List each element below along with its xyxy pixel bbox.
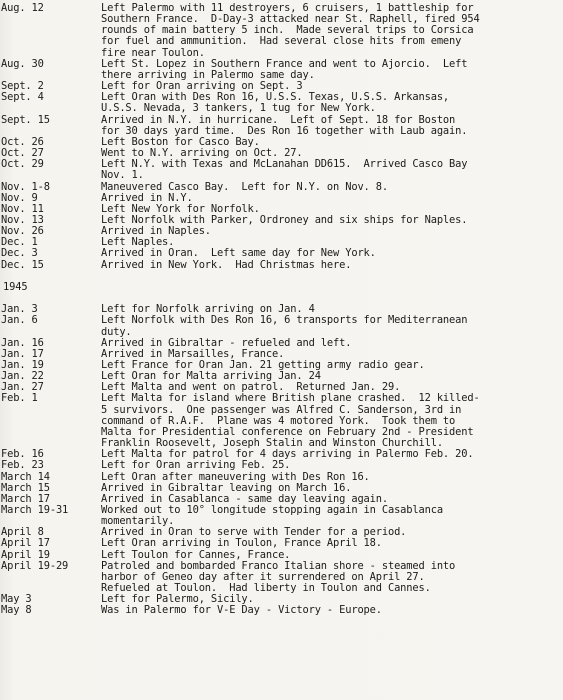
entry-line: Left Oran after maneuvering with Des Ron 16.	[101, 470, 370, 483]
entry-line: Left for Palermo, Sicily.	[101, 593, 254, 606]
entry-date: April 17	[1, 537, 50, 550]
entry-date: April 19	[1, 548, 50, 561]
entry-line: Left for Norfolk arriving on Jan. 4	[101, 303, 315, 316]
entry-date: Sept. 15	[1, 113, 50, 126]
entry-text	[101, 248, 563, 259]
entry-line: Left for Oran arriving on Sept. 3	[101, 80, 303, 93]
entry-date: Dec. 1	[1, 236, 38, 249]
entry-line: Left Oran with Des Ron 16, U.S.S. Texas, U.S.S. Arkansas,	[101, 91, 450, 104]
entry-line: Left St. Lopez in Southern France and went to Ajorcio. Left	[101, 57, 468, 70]
blank-line	[0, 271, 563, 282]
entry-line: Arrived in Casablanca - same day leaving again.	[101, 492, 388, 505]
log-entry	[0, 3, 563, 59]
entry-date: Oct. 29	[1, 158, 44, 171]
entry-date: Jan. 3	[1, 303, 38, 316]
entry-line: Left Norfolk with Parker, Ordroney and six ships for Naples.	[101, 213, 468, 226]
entry-date: Jan. 27	[1, 381, 44, 394]
entry-text	[101, 59, 563, 81]
entry-text	[101, 538, 563, 549]
entry-line: Left N.Y. with Texas and McLanahan DD615. Arrived Casco Bay	[101, 158, 468, 171]
entry-line: Patroled and bombarded Franco Italian shore - steamed into	[101, 559, 456, 572]
entry-date: Jan. 16	[1, 336, 44, 349]
entry-line: Refueled at Toulon. Had liberty in Toulon and Cannes.	[101, 582, 431, 595]
log-entry	[0, 92, 563, 114]
log-entry	[0, 561, 563, 594]
log-entry	[0, 460, 563, 471]
entry-line: fire near Toulon.	[101, 46, 205, 59]
entry-date: Feb. 23	[1, 459, 44, 472]
entry-line: momentarily.	[101, 515, 175, 528]
entry-date: Sept. 2	[1, 80, 44, 93]
entry-text	[101, 561, 563, 594]
log-entry	[0, 182, 563, 193]
entry-line: Left Toulon for Cannes, France.	[101, 548, 291, 561]
entry-text	[101, 115, 563, 137]
year-heading: 1945	[3, 280, 28, 293]
entry-date: Oct. 27	[1, 147, 44, 160]
entry-date: April 8	[1, 526, 44, 539]
log-entry	[0, 226, 563, 237]
entry-date: May 3	[1, 593, 32, 606]
entry-date: Feb. 16	[1, 448, 44, 461]
entry-date: Nov. 11	[1, 202, 44, 215]
log-entry	[0, 260, 563, 271]
log-entry	[0, 115, 563, 137]
entry-date: Nov. 13	[1, 213, 44, 226]
entry-line: Was in Palermo for V-E Day - Victory - Europe.	[101, 604, 382, 617]
entry-line: rounds of main battery 5 inch. Made several trips to Corsica	[101, 24, 474, 37]
entry-line: there arriving in Palermo same day.	[101, 68, 315, 81]
entry-line: Arrived in New York. Had Christmas here.	[101, 258, 352, 271]
entry-line: Left France for Oran Jan. 21 getting army radio gear.	[101, 358, 425, 371]
entry-line: U.S.S. Nevada, 3 tankers, 1 tug for New York.	[101, 102, 376, 115]
log-entry	[0, 605, 563, 616]
entry-date: Jan. 6	[1, 314, 38, 327]
entry-date: Oct. 26	[1, 135, 44, 148]
entry-line: Left Palermo with 11 destroyers, 6 cruisers, 1 battleship for	[101, 2, 474, 14]
entry-line: Left Oran for Malta arriving Jan. 24	[101, 370, 321, 383]
entry-date: April 19-29	[1, 559, 69, 572]
entry-date: March 14	[1, 470, 50, 483]
log-entry	[0, 248, 563, 259]
entry-date: March 17	[1, 492, 50, 505]
entry-line: Left Malta and went on patrol. Returned Jan. 29.	[101, 381, 401, 394]
entry-line: Malta for Presidential conference on February 2nd - President	[101, 425, 474, 438]
entry-text	[101, 92, 563, 114]
entry-line: Worked out to 10° longitude stopping again in Casablanca	[101, 504, 443, 516]
entry-line: Arrived in Naples.	[101, 225, 211, 238]
log-entry	[0, 538, 563, 549]
entry-line: Arrived in N.Y.	[101, 191, 193, 204]
entry-date: Aug. 30	[1, 57, 44, 70]
entry-text	[101, 3, 563, 59]
entry-line: 5 survivors. One passenger was Alfred C. Sanderson, 3rd in	[101, 403, 462, 416]
entry-date: Aug. 12	[1, 2, 44, 14]
entry-line: Arrived in Gibraltar - refueled and left.	[101, 336, 352, 349]
entry-date: Nov. 1-8	[1, 180, 50, 193]
entry-line: Left New York for Norfolk.	[101, 202, 260, 215]
entry-text	[101, 472, 563, 483]
entry-line: command of R.A.F. Plane was 4 motored York. Took them to	[101, 414, 456, 427]
entry-line: for fuel and ammunition. Had several close hits from emeny	[101, 35, 462, 48]
log-entry	[0, 59, 563, 81]
entry-text	[101, 605, 563, 616]
entry-date: Dec. 3	[1, 247, 38, 260]
log-entry	[0, 393, 563, 449]
entry-line: Left Malta for island where British plane crashed. 12 killed-	[101, 392, 480, 405]
entry-text	[101, 315, 563, 337]
entry-line: Franklin Roosevelt, Joseph Stalin and Winston Churchill.	[101, 437, 443, 450]
entry-line: duty.	[101, 325, 132, 338]
entry-text	[101, 260, 563, 271]
entry-date: Feb. 1	[1, 392, 38, 405]
entry-line: Arrived in Oran to serve with Tender for a period.	[101, 526, 407, 539]
entry-line: Left Norfolk with Des Ron 16, 6 transports for Mediterranean	[101, 314, 468, 327]
entry-line: harbor of Geneo day after it surrendered on April 27.	[101, 570, 425, 583]
entry-text	[101, 182, 563, 193]
entry-line: Arrived in Gibraltar leaving on March 16.	[101, 481, 352, 494]
entry-line: Left Malta for patrol for 4 days arriving in Palermo Feb. 20.	[101, 448, 474, 461]
entry-line: Left for Oran arriving Feb. 25.	[101, 459, 291, 472]
ship-log	[0, 3, 563, 617]
entry-line: Nov. 1.	[101, 169, 144, 182]
entry-line: Left Naples.	[101, 236, 175, 249]
entry-line: Arrived in Oran. Left same day for New York.	[101, 247, 376, 260]
entry-line: for 30 days yard time. Des Ron 16 together with Laub again.	[101, 124, 468, 137]
log-entry	[0, 472, 563, 483]
entry-date: Dec. 15	[1, 258, 44, 271]
log-entry	[0, 193, 563, 204]
entry-text	[101, 505, 563, 527]
entry-text	[101, 460, 563, 471]
entry-line: Arrived in N.Y. in hurricane. Left of Sept. 18 for Boston	[101, 113, 456, 126]
entry-line: Arrived in Marsailles, France.	[101, 347, 285, 360]
entry-date: May 8	[1, 604, 32, 617]
entry-date: Jan. 17	[1, 347, 44, 360]
entry-line: Southern France. D-Day-3 attacked near St. Raphell, fired 954	[101, 13, 480, 26]
entry-date: March 15	[1, 481, 50, 494]
entry-date: Sept. 4	[1, 91, 44, 104]
entry-date: Jan. 19	[1, 358, 44, 371]
log-entry	[0, 159, 563, 181]
entry-line: Went to N.Y. arriving on Oct. 27.	[101, 147, 303, 160]
entry-line: Left Boston for Casco Bay.	[101, 135, 260, 148]
entry-text	[101, 159, 563, 181]
log-entry	[0, 215, 563, 226]
entry-line: Maneuvered Casco Bay. Left for N.Y. on Nov. 8.	[101, 180, 388, 193]
entry-date: Nov. 9	[1, 191, 38, 204]
log-entry	[0, 505, 563, 527]
entry-date: March 19-31	[1, 504, 69, 516]
entry-date: Nov. 26	[1, 225, 44, 238]
entry-line: Left Oran arriving in Toulon, France April 18.	[101, 537, 382, 550]
entry-date: Jan. 22	[1, 370, 44, 383]
log-entry	[0, 315, 563, 337]
entry-text	[101, 393, 563, 449]
